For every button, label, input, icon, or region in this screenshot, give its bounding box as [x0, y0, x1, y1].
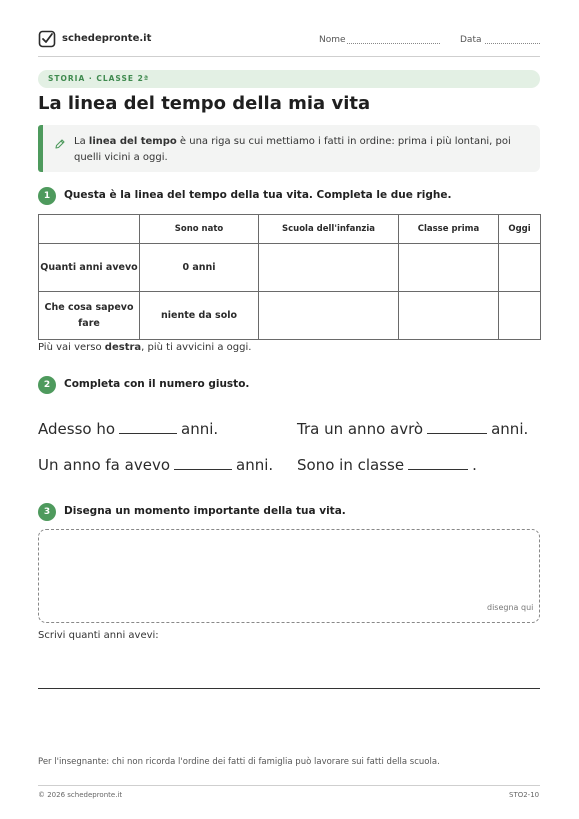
table-row — [39, 244, 541, 292]
pencil-icon — [54, 135, 66, 154]
table-cell-empty[interactable] — [399, 292, 499, 340]
fill-item-2: Tra un anno avrò anni. — [297, 420, 529, 438]
footer-code: STO2-10 — [509, 791, 540, 799]
teacher-note: Per l'insegnante: chi non ricorda l'ordine dei fatti di famiglia può lavorare sui fatti della scuola. — [38, 757, 440, 767]
table-header-cell — [39, 215, 140, 244]
brand-name: schedepronte.it — [62, 33, 152, 44]
table-cell: 0 anni — [140, 244, 259, 292]
write-prompt: Scrivi quanti anni avevi: — [38, 630, 159, 641]
answer-blank[interactable] — [174, 469, 232, 470]
table-header-cell: Sono nato — [140, 215, 259, 244]
table-cell: niente da solo — [140, 292, 259, 340]
header-divider — [38, 56, 540, 57]
table-note: Più vai verso destra, più ti avvicini a oggi. — [38, 342, 252, 353]
name-label: Nome — [319, 35, 346, 45]
fill-item-1: Adesso ho anni. — [38, 420, 219, 438]
page-title: La linea del tempo della mia vita — [38, 93, 371, 114]
table-cell-empty[interactable] — [499, 244, 541, 292]
date-field[interactable] — [485, 43, 540, 44]
drawing-area[interactable] — [38, 529, 540, 623]
fill-item-3: Un anno fa avevo anni. — [38, 456, 274, 474]
table-header-cell: Oggi — [499, 215, 541, 244]
callout-accent-bar — [38, 125, 43, 172]
question-3-text: Disegna un momento importante della tua vita. — [64, 505, 346, 517]
table-cell-empty[interactable] — [399, 244, 499, 292]
answer-blank[interactable] — [119, 433, 177, 434]
table-row — [39, 292, 541, 340]
question-1-text: Questa è la linea del tempo della tua vita. Completa le due righe. — [64, 189, 452, 201]
answer-line[interactable] — [38, 688, 540, 689]
table-cell-empty[interactable] — [259, 244, 399, 292]
timeline-table — [38, 214, 541, 340]
question-number-2: 2 — [38, 376, 56, 394]
name-field[interactable] — [347, 43, 440, 44]
answer-blank[interactable] — [427, 433, 487, 434]
callout-text: La linea del tempo è una riga su cui mettiamo i fatti in ordine: prima i più lontani, poi quelli vicini a oggi. — [74, 136, 511, 163]
question-number-1: 1 — [38, 187, 56, 205]
answer-blank[interactable] — [408, 469, 468, 470]
fill-item-4: Sono in classe . — [297, 456, 477, 474]
footer-divider — [38, 785, 540, 786]
row-label: Quanti anni avevo — [39, 244, 140, 292]
table-header-cell: Classe prima — [399, 215, 499, 244]
table-cell-empty[interactable] — [259, 292, 399, 340]
table-header-cell: Scuola dell'infanzia — [259, 215, 399, 244]
table-cell-empty[interactable] — [499, 292, 541, 340]
subject-tag-label: STORIA · CLASSE 2ª — [48, 74, 150, 83]
question-2-text: Completa con il numero giusto. — [64, 378, 250, 390]
table-header-row — [39, 215, 541, 244]
footer-copyright: © 2026 schedepronte.it — [38, 791, 123, 799]
row-label: Che cosa sapevo fare — [39, 292, 140, 340]
drawing-hint: disegna qui — [487, 603, 534, 612]
logo-icon — [38, 30, 56, 48]
question-number-3: 3 — [38, 503, 56, 521]
date-label: Data — [460, 35, 482, 45]
